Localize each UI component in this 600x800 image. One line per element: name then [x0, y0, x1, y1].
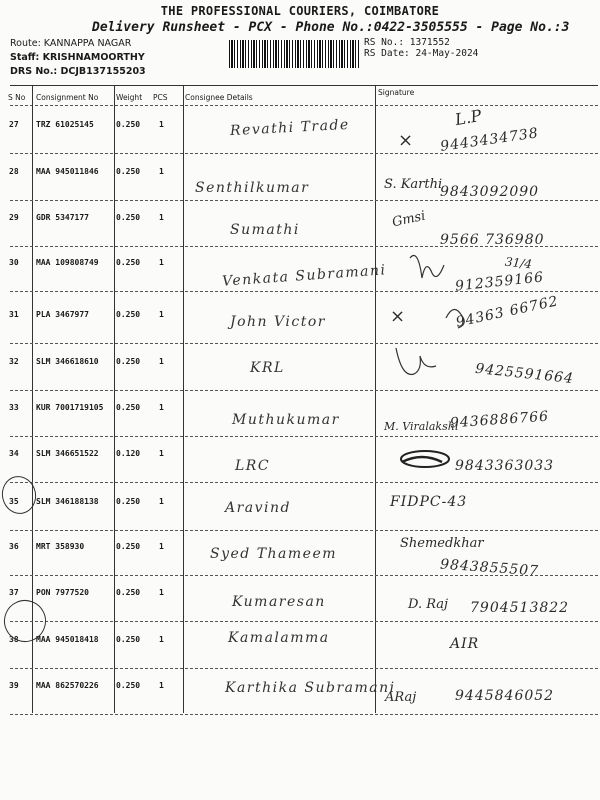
row-sno: 32 — [9, 357, 19, 366]
signature-scrawl: D. Raj — [408, 597, 449, 612]
row-pcs: 1 — [159, 167, 164, 176]
row-consignment: GDR 5347177 — [36, 213, 89, 222]
col-sno: S No — [8, 93, 26, 102]
row-weight: 0.250 — [116, 120, 141, 129]
row-signature: AIR — [450, 636, 480, 652]
row-consignment: TRZ 61025145 — [36, 120, 94, 129]
row-consignee: Venkata Subramani — [221, 262, 387, 290]
row-consignment: MAA 945018418 — [36, 635, 99, 644]
row-pcs: 1 — [159, 357, 164, 366]
row-consignee: Aravind — [225, 500, 292, 516]
row-consignee: Kumaresan — [232, 594, 326, 610]
row-pcs: 1 — [159, 681, 164, 690]
signature-scrawl: Shemedkhar — [400, 536, 484, 551]
row-consignee: Muthukumar — [232, 412, 340, 428]
row-consignment: SLM 346618610 — [36, 357, 99, 366]
row-consignee: Sumathi — [230, 222, 300, 238]
row-consignee: Syed Thameem — [210, 546, 338, 562]
row-signature: 9843092090 — [440, 184, 540, 200]
col-weight: Weight — [116, 93, 143, 102]
row-consignee: Revathi Trade — [229, 116, 351, 140]
row-weight: 0.250 — [116, 497, 141, 506]
row-signature: 9843855507 — [439, 556, 540, 580]
signature-scrawl: ARaj — [385, 690, 417, 705]
row-consignment: MAA 109808749 — [36, 258, 99, 267]
row-pcs: 1 — [159, 497, 164, 506]
row-pcs: 1 — [159, 403, 164, 412]
row-pcs: 1 — [159, 120, 164, 129]
row-weight: 0.250 — [116, 681, 141, 690]
row-pcs: 1 — [159, 258, 164, 267]
row-sno: 38 — [9, 635, 19, 644]
row-consignee: Kamalamma — [228, 630, 330, 646]
row-consignment: KUR 7001719105 — [36, 403, 104, 412]
row-consignment: SLM 346651522 — [36, 449, 99, 458]
row-consignment: MAA 945011846 — [36, 167, 99, 176]
row-signature: 9443434738 — [439, 125, 540, 155]
signature-scrawl: S. Karthi — [384, 177, 443, 192]
col-consignment: Consignment No — [36, 93, 99, 102]
row-pcs: 1 — [159, 449, 164, 458]
row-sno: 35 — [9, 497, 19, 506]
row-consignment: SLM 346188138 — [36, 497, 99, 506]
row-weight: 0.250 — [116, 403, 141, 412]
row-pcs: 1 — [159, 635, 164, 644]
col-signature: Signature — [378, 88, 415, 97]
signature-scrawl: 31/4 — [504, 254, 533, 272]
row-sno: 36 — [9, 542, 19, 551]
row-consignment: MAA 862570226 — [36, 681, 99, 690]
signature-cross: × — [398, 130, 414, 151]
row-weight: 0.250 — [116, 635, 141, 644]
row-signature: 9425591664 — [474, 360, 575, 388]
row-consignee: KRL — [250, 360, 285, 376]
row-consignee: Karthika Subramani — [225, 680, 396, 696]
row-consignee: John Victor — [230, 314, 326, 330]
row-signature: 9566 736980 — [440, 232, 545, 248]
row-consignee: Senthilkumar — [195, 180, 310, 196]
row-sno: 31 — [9, 310, 19, 319]
row-sno: 28 — [9, 167, 19, 176]
row-sno: 30 — [9, 258, 19, 267]
row-consignment: PON 7977520 — [36, 588, 89, 597]
row-sno: 39 — [9, 681, 19, 690]
row-consignment: MRT 358930 — [36, 542, 85, 551]
signature-scrawl: M. Viralakshi — [384, 420, 459, 433]
signature-scrawl: Gmsi — [390, 208, 427, 231]
signature-scrawl: L.P — [453, 105, 483, 130]
row-consignee: LRC — [235, 458, 271, 474]
route-label: Route: KANNAPPA NAGAR — [10, 38, 132, 49]
row-weight: 0.250 — [116, 167, 141, 176]
rs-number: RS No.: 1371552 — [364, 37, 450, 48]
row-consignment: PLA 3467977 — [36, 310, 89, 319]
row-weight: 0.120 — [116, 449, 141, 458]
drs-label: DRS No.: DCJB137155203 — [10, 66, 146, 77]
row-weight: 0.250 — [116, 213, 141, 222]
row-sno: 29 — [9, 213, 19, 222]
col-consignee: Consignee Details — [185, 93, 253, 102]
row-signature: 7904513822 — [470, 600, 570, 616]
row-signature: FIDPC-43 — [390, 494, 468, 510]
row-signature: 9445846052 — [455, 688, 555, 704]
row-weight: 0.250 — [116, 357, 141, 366]
row-pcs: 1 — [159, 213, 164, 222]
row-weight: 0.250 — [116, 310, 141, 319]
row-pcs: 1 — [159, 588, 164, 597]
row-pcs: 1 — [159, 310, 164, 319]
signature-cross: × — [390, 306, 406, 327]
row-weight: 0.250 — [116, 258, 141, 267]
row-signature: 912359166 — [454, 269, 545, 295]
row-sno: 33 — [9, 403, 19, 412]
rs-date: RS Date: 24-May-2024 — [364, 48, 479, 59]
row-weight: 0.250 — [116, 542, 141, 551]
row-signature: 9843363033 — [455, 458, 555, 474]
row-sno: 37 — [9, 588, 19, 597]
runsheet-subtitle: Delivery Runsheet - PCX - Phone No.:0422-3505555 - Page No.:3 — [92, 20, 570, 35]
row-sno: 27 — [9, 120, 19, 129]
col-pcs: PCS — [153, 93, 168, 102]
row-weight: 0.250 — [116, 588, 141, 597]
row-pcs: 1 — [159, 542, 164, 551]
row-signature: 94363 66762 — [454, 293, 561, 331]
staff-label: Staff: KRISHNAMOORTHY — [10, 52, 145, 63]
row-signature: 9436886766 — [449, 408, 550, 432]
row-sno: 34 — [9, 449, 19, 458]
company-title: THE PROFESSIONAL COURIERS, COIMBATORE — [160, 4, 440, 18]
